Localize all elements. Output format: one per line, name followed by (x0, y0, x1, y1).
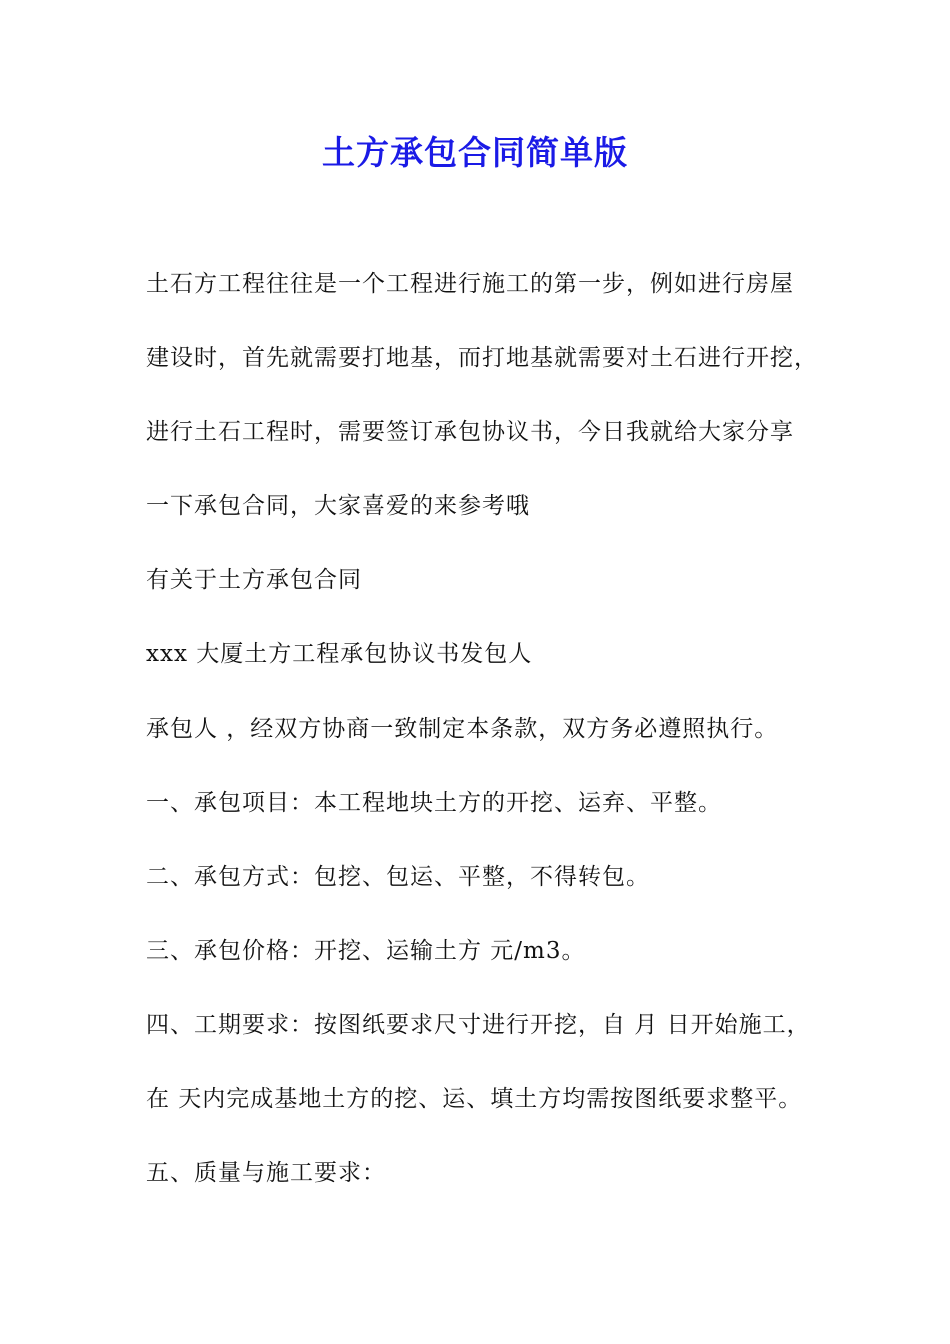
document-title: 土方承包合同简单版 (322, 133, 628, 172)
body-line-8: 一、承包项目：本工程地块土方的开挖、运弃、平整。 (146, 790, 722, 816)
body-line-10: 三、承包价格：开挖、运输土方 元/m3。 (146, 938, 586, 964)
body-line-5: 有关于土方承包合同 (146, 567, 362, 593)
body-line-11: 四、工期要求：按图纸要求尺寸进行开挖，自 月 日开始施工， (146, 1012, 811, 1038)
body-line-3: 进行土石工程时，需要签订承包协议书，今日我就给大家分享 (146, 419, 794, 445)
body-line-6: xxx 大厦土方工程承包协议书发包人 (146, 641, 533, 667)
body-line-7: 承包人 ，经双方协商一致制定本条款，双方务必遵照执行。 (146, 716, 779, 742)
body-line-12: 在 天内完成基地土方的挖、运、填土方均需按图纸要求整平。 (146, 1086, 803, 1112)
body-line-9: 二、承包方式：包挖、包运、平整，不得转包。 (146, 864, 650, 890)
body-line-13: 五、质量与施工要求： (146, 1160, 386, 1186)
body-line-2: 建设时，首先就需要打地基，而打地基就需要对土石进行开挖， (146, 345, 818, 371)
body-line-4: 一下承包合同，大家喜爱的来参考哦 (146, 493, 530, 519)
body-line-1: 土石方工程往往是一个工程进行施工的第一步，例如进行房屋 (146, 271, 794, 297)
